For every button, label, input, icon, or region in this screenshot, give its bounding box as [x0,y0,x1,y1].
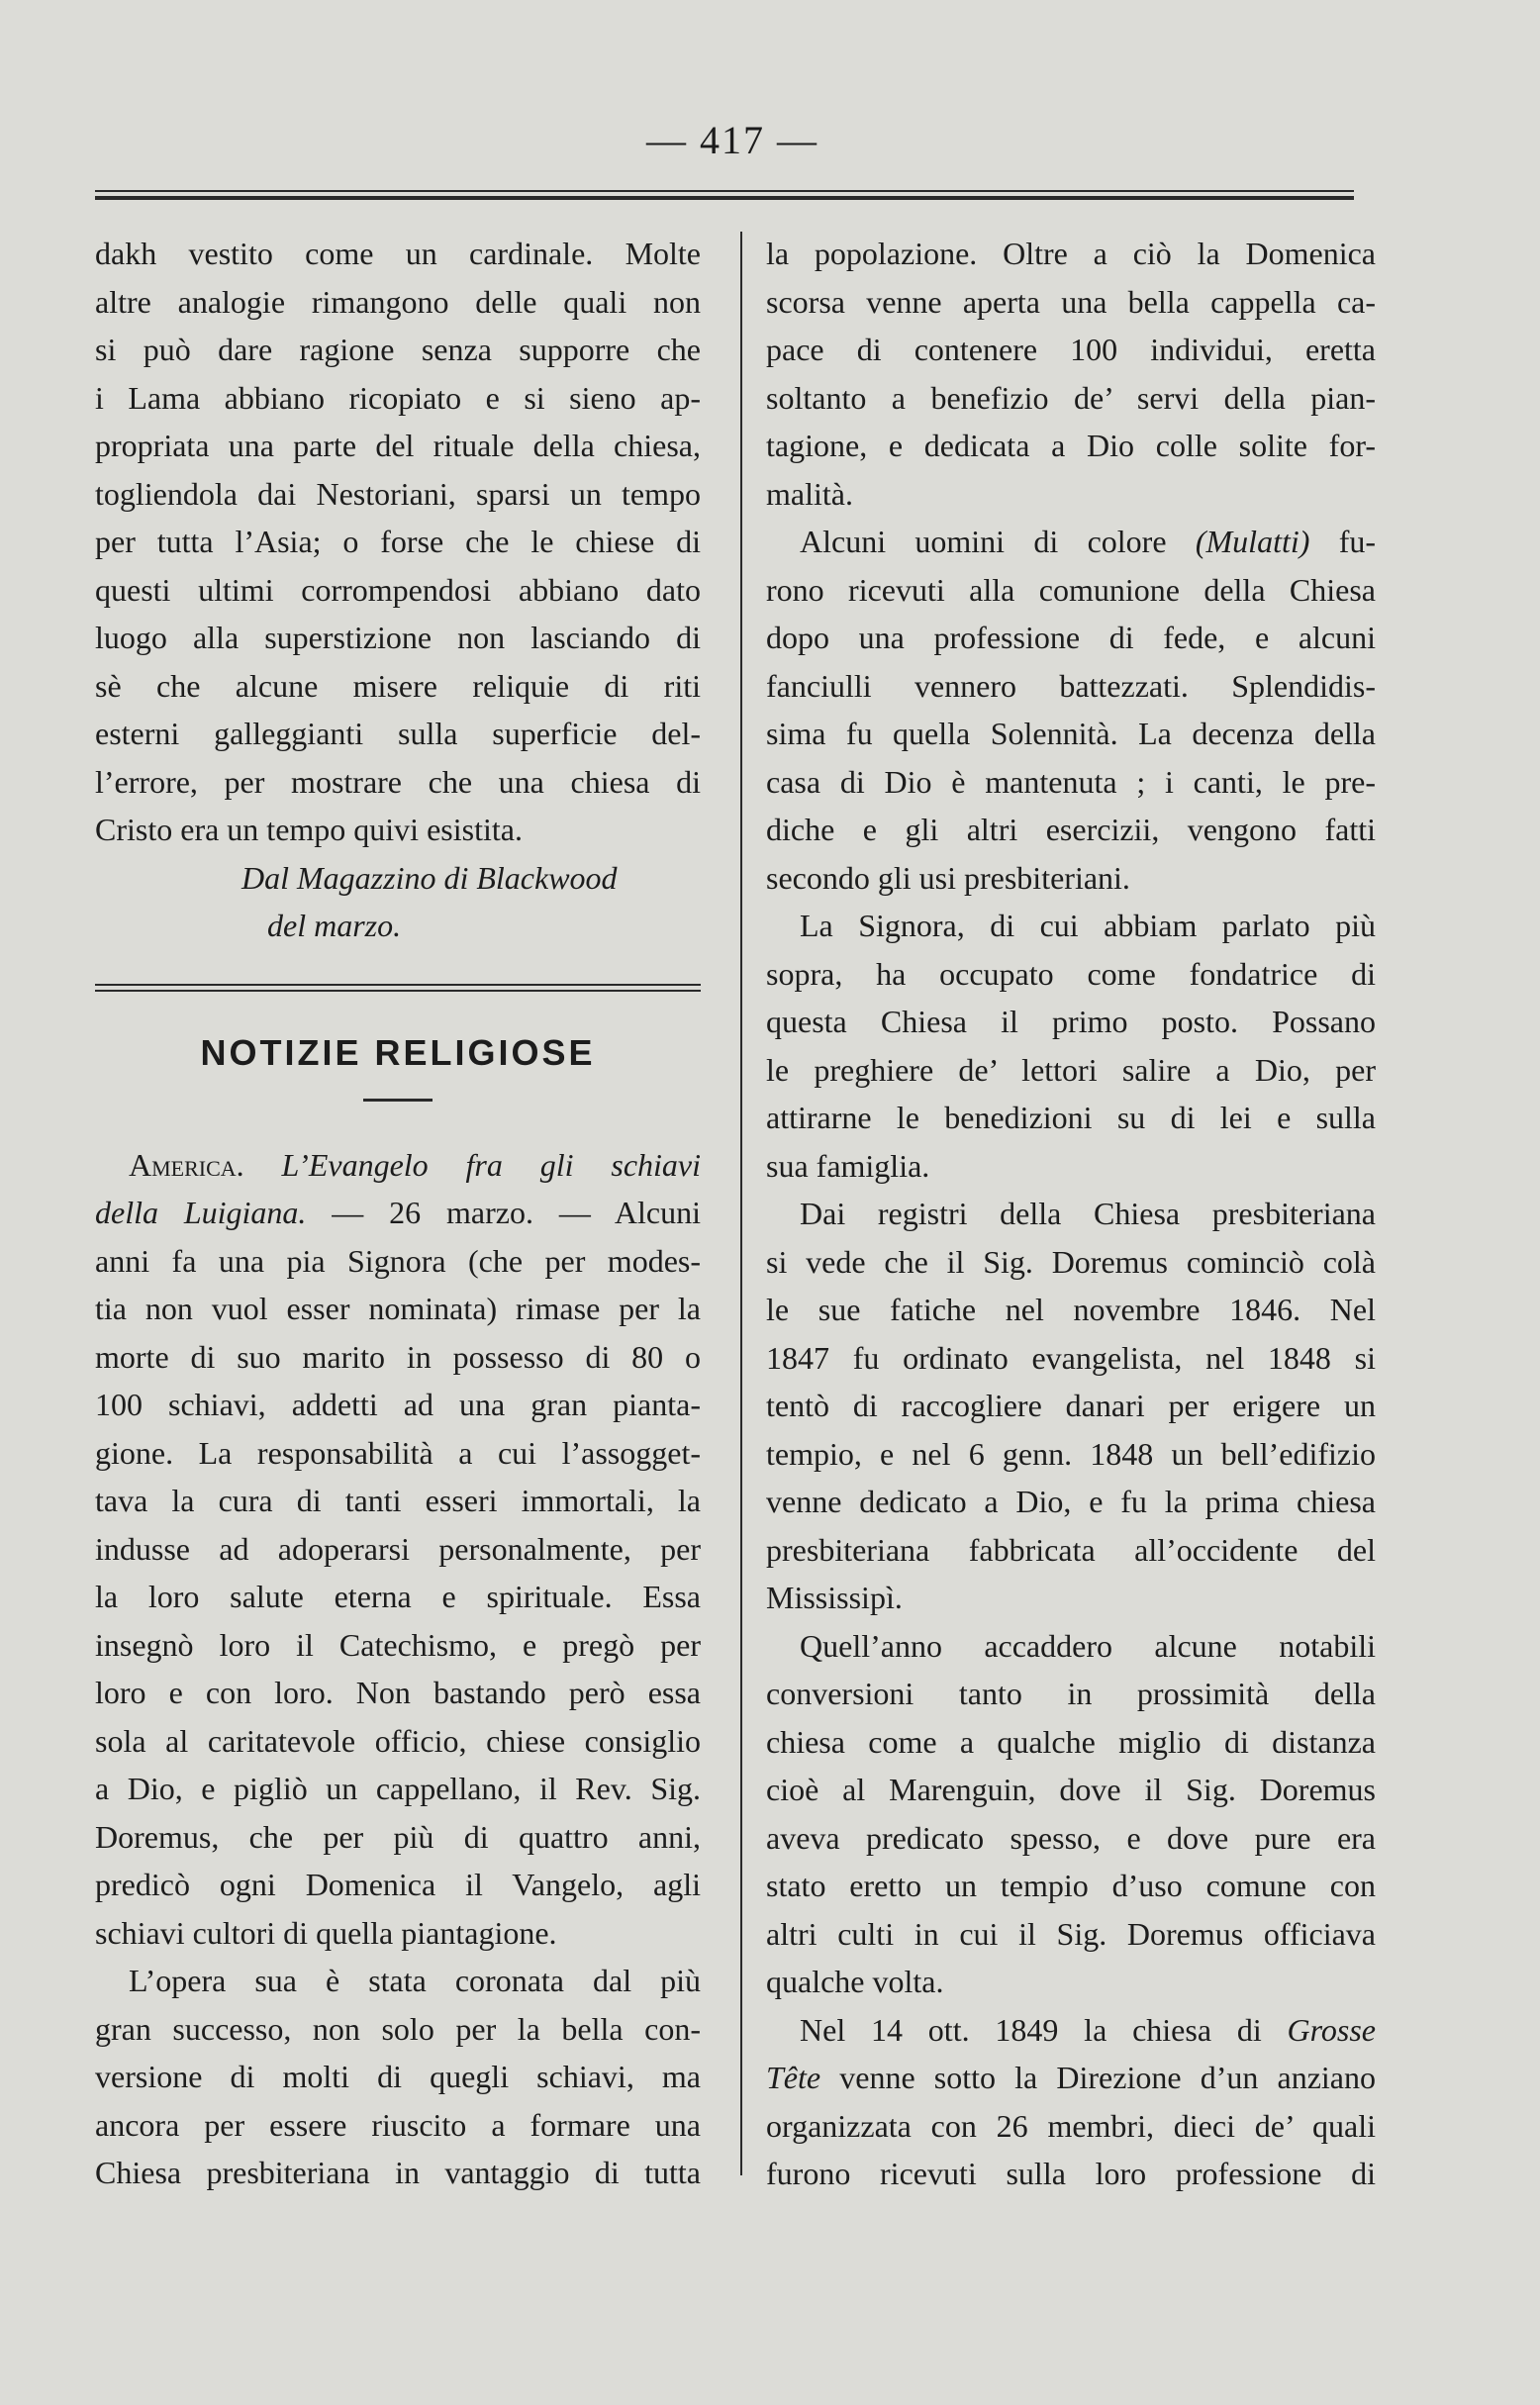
section-rule [95,984,701,996]
text-line: tia non vuol esser nominata) rimase per la [95,1291,701,1326]
text-line: anni fa una pia Signora (che per modes- [95,1242,701,1279]
text-line: pace di contenere 100 individui, eretta [766,332,1376,367]
text-line: venne dedicato a Dio, e fu la prima chiesa [766,1484,1376,1519]
right-paragraph-5 [766,1622,1376,2006]
text-line: questa Chiesa il primo posto. Possano [766,1004,1376,1039]
text-line: esterni galleggianti sulla superficie del- [95,716,701,751]
text-line: per tutta l’Asia; o forse che le chiese di [95,524,701,559]
text-line: altre analogie rimangono delle quali non [95,283,701,320]
text-line: attirarne le benedizioni su di lei e sulla [766,1100,1376,1135]
text-line: tentò di raccogliere danari per erigere un [766,1388,1376,1423]
text-line: Doremus, che per più di quattro anni, [95,1818,701,1855]
text-line: sopra, ha occupato come fondatrice di [766,955,1376,992]
text-line: soltanto a benefizio de’ servi della pian- [766,379,1376,416]
text-line: propriata una parte del rituale della chiesa, [95,428,701,463]
column-divider [740,232,742,2175]
news-place: America. [129,1146,244,1183]
text-line: diche e gli altri esercizii, vengono fatti [766,812,1376,847]
para6-lead: Nel 14 ott. 1849 la chiesa di [800,2011,1288,2048]
right-paragraph-1 [766,230,1376,518]
text-line: togliendola dai Nestoriani, sparsi un tempo [95,475,701,512]
left-column [95,230,701,2197]
text-line: scorsa venne aperta una bella cappella ca- [766,283,1376,320]
right-paragraph-2-line-1 [766,518,1376,566]
page-number: — 417 — [646,118,818,162]
text-line: la loro salute eterna e spirituale. Essa [95,1579,701,1614]
text-line: fanciulli vennero battezzati. Splendidis- [766,667,1376,704]
para2-tail: fu- [1309,524,1377,559]
right-paragraph-2 [766,566,1376,903]
text-line: Cristo era un tempo quivi esistita. [95,812,523,847]
text-line: aveva predicato spesso, e dove pure era [766,1819,1376,1856]
right-paragraph-6 [766,2102,1376,2198]
left-paragraph-1 [95,230,701,854]
left-paragraph-2 [95,1237,701,1958]
signature-date: del marzo. [267,908,402,943]
text-line: furono ricevuti sulla loro professione di [766,2156,1376,2191]
section-title: NOTIZIE RELIGIOSE [200,1031,596,1073]
right-column [766,230,1376,2198]
text-line: i Lama abbiano ricopiato e si sieno ap- [95,379,701,416]
text-line: Chiesa presbiteriana in vantaggio di tutta [95,2155,701,2190]
text-line: schiavi cultori di quella piantagione. [95,1914,557,1951]
title-rule [363,1099,433,1102]
text-line: sè che alcune misere reliquie di riti [95,667,701,704]
header-rule [95,188,1354,200]
text-line: altri culti in cui il Sig. Doremus officiava [766,1915,1376,1952]
text-line: l’errore, per mostrare che una chiesa di [95,763,701,800]
text-line: insegnò loro il Catechismo, e pregò per [95,1626,701,1663]
para2-lead: Alcuni uomini di colore [800,524,1196,559]
section-rule-bottom [95,990,701,992]
text-line: cioè al Marenguin, dove il Sig. Doremus [766,1772,1376,1807]
para6-line2-tail: venne sotto la Direzione d’un anziano [820,2060,1376,2095]
text-line: dakh vestito come un cardinale. Molte [95,236,701,271]
news-heading-line-1 [95,1141,701,1190]
text-line: le sue fatiche nel novembre 1846. Nel [766,1292,1376,1327]
text-line: a Dio, e pigliò un cappellano, il Rev. Sig. [95,1771,701,1806]
text-line: sola al caritatevole officio, chiese consiglio [95,1722,701,1759]
text-line: tagione, e dedicata a Dio colle solite for- [766,428,1376,463]
text-line: 100 schiavi, addetti ad una gran pianta- [95,1387,701,1422]
text-line: le preghiere de’ lettori salire a Dio, per [766,1051,1376,1088]
text-line: tempio, e nel 6 genn. 1848 un bell’edifizio [766,1435,1376,1472]
text-line: la popolazione. Oltre a ciò la Domenica [766,236,1376,271]
section-rule-top [95,984,701,986]
text-line: sima fu quella Solennità. La decenza della [766,716,1376,751]
news-title-italic-1: L’Evangelo fra gli schiavi [281,1146,702,1183]
text-line: morte di suo marito in possesso di 80 o [95,1338,701,1375]
text-line: predicò ogni Domenica il Vangelo, agli [95,1867,701,1902]
text-line: loro e con loro. Non bastando però essa [95,1675,701,1710]
text-line: L’opera sua è stata coronata dal più [129,1963,701,1998]
right-paragraph-3 [766,902,1376,1190]
text-line: malità. [766,475,853,512]
text-line: ancora per essere riuscito a formare una [95,2106,701,2143]
text-line: indusse ad adoperarsi personalmente, per [95,1530,701,1567]
text-line: conversioni tanto in prossimità della [766,1676,1376,1711]
news-heading-line-2 [95,1189,701,1237]
text-line: qualche volta. [766,1964,944,1999]
para2-italic: (Mulatti) [1195,524,1310,559]
text-line: organizzata con 26 membri, dieci de’ quali [766,2107,1376,2144]
text-line: rono ricevuti alla comunione della Chiesa [766,571,1376,608]
signature-source: Dal Magazzino di Blackwood [241,859,618,896]
text-line: sua famiglia. [766,1147,930,1184]
text-line: chiesa come a qualche miglio di distanza [766,1723,1376,1760]
text-line: Dai registri della Chiesa presbiteriana [800,1196,1376,1231]
text-line: si può dare ragione senza supporre che [95,332,701,367]
header-rule-thin [95,190,1354,192]
header-rule-thick [95,196,1354,200]
text-line: casa di Dio è mantenuta ; i canti, le pre- [766,763,1376,800]
text-line: secondo gli usi presbiteriani. [766,859,1130,896]
text-line: questi ultimi corrompendosi abbiano dato [95,571,701,608]
text-line: tava la cura di tanti esseri immortali, la [95,1483,701,1518]
text-line: gione. La responsabilità a cui l’assogget- [95,1434,701,1471]
text-line: luogo alla superstizione non lasciando di [95,620,701,655]
text-line: Quell’anno accaddero alcune notabili [800,1627,1376,1664]
text-line: dopo una professione di fede, e alcuni [766,620,1376,655]
text-line: gran successo, non solo per la bella con- [95,2010,701,2047]
right-paragraph-6-line-2 [766,2054,1376,2102]
left-paragraph-3 [95,1957,701,2197]
right-paragraph-6-line-1 [766,2006,1376,2055]
text-line: stato eretto un tempio d’uso comune con [766,1868,1376,1903]
para6-italic-1: Grosse [1287,2011,1376,2048]
text-line: 1847 fu ordinato evangelista, nel 1848 si [766,1339,1376,1376]
text-line: Mississipì. [766,1580,903,1615]
news-title-italic-2: della Luigiana. [95,1195,307,1230]
text-line: La Signora, di cui abbiam parlato più [800,908,1376,943]
text-line: si vede che il Sig. Doremus cominciò colà [766,1243,1376,1280]
para6-italic-2: Tête [766,2060,821,2095]
right-paragraph-4 [766,1190,1376,1622]
text-line: presbiteriana fabbricata all’occidente del [766,1531,1376,1568]
news-date-text: — 26 marzo. — Alcuni [306,1195,701,1230]
text-line: versione di molti di quegli schiavi, ma [95,2059,701,2094]
